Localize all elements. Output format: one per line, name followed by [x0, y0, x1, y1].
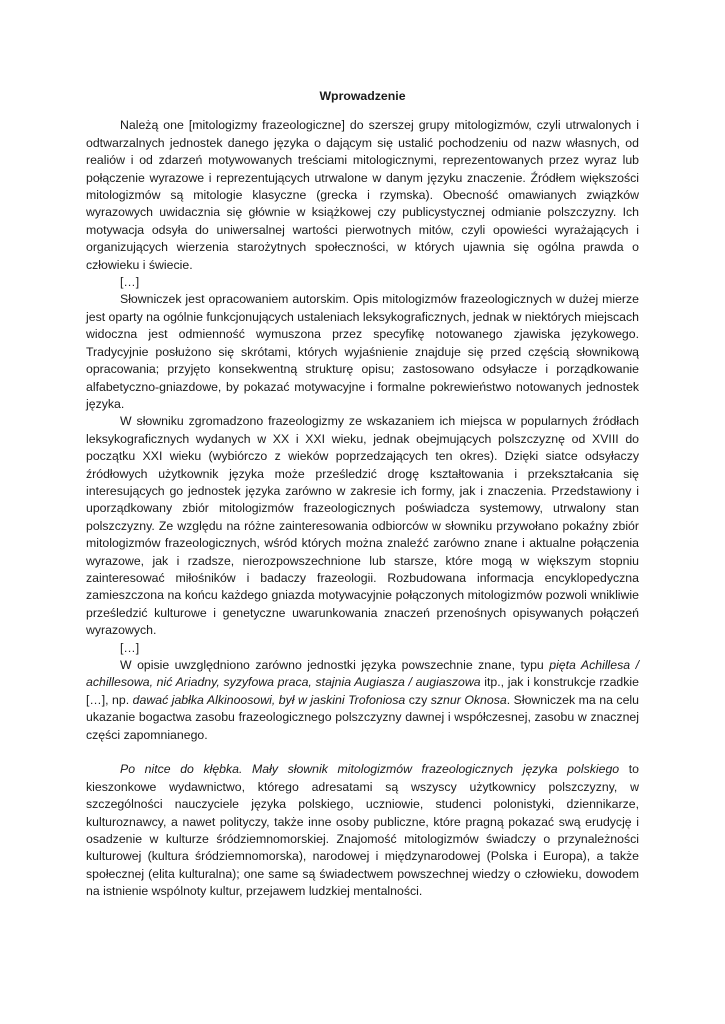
paragraph-4-text-3: czy — [405, 692, 431, 707]
paragraph-4-italic-3: sznur Oknosa — [430, 692, 507, 707]
paragraph-4-text-4: . Słowniczek ma na celu ukazanie bogactwa zasobu frazeologicznego polszczyzny dawnej i współczesnej, zasobu w znacznej części zapomnianego. — [86, 692, 639, 742]
ellipsis-2: […] — [120, 640, 140, 655]
paragraph-2: Słowniczek jest opracowaniem autorskim. Opis mitologizmów frazeologicznych w dużej mierze jest oparty na ogólnie funkcjonujących ustaleniach leksykograficznych, jednak w niektórych miejscach widoczna jest odmienność wymuszona przez specyfikę notowanego zjawiska językowego. Tradycyjnie posłużono się skrótami, których wyjaśnienie znajduje się przed częścią słownikową opracowania; przyjęto konsekwentną strukturę opisu; zastosowano odsyłacze i porządkowanie alfabetyczno-gniazdowe, by pokazać motywacyjne i formalne pokrewieństwo notowanych jednostek języka. — [86, 292, 639, 411]
paragraph-4-text-1: W opisie uwzględniono zarówno jednostki języka powszechnie znane, typu — [120, 658, 550, 672]
paragraph-1: Należą one [mitologizmy frazeologiczne] do szerszej grupy mitologizmów, czyli utrwalonych i odtwarzalnych jednostek danego języka o dającym się ustalić pochodzeniu od nazw własnych, od realiów i od zdarzeń motywowanych treściami mitologicznymi, reprezentowanych przez wyraz lub połączenie wyrazowe i reprezentujących utrwalone w danym języku znaczenie. Źródłem większości mitologizmów są mitologie klasyczne (grecka i rzymska). Obecność omawianych związków wyrazowych uwidacznia się głównie w książkowej czy publicystycznej odmianie polszczyzny. Ich motywacja odsyła do uniwersalnej wartości pierwotnych mitów, czyli opowieści wyrażających i organizujących wierzenia starożytnych społeczności, w których ujawnia się ogólna prawda o człowieku i świecie. — [86, 118, 639, 272]
paragraph-4-text-2: itp., jak i konstrukcje rzadkie […], np. — [86, 675, 639, 707]
paragraph-5 — [86, 761, 639, 900]
ellipsis-1: […] — [120, 275, 140, 290]
page-title: Wprowadzenie — [319, 89, 406, 103]
paragraph-3: W słowniku zgromadzono frazeologizmy ze wskazaniem ich miejsca w popularnych źródłach leksykograficznych wydanych w XX i XXI wieku, jednak obejmujących polszczyznę od XVIII do początku XXI wieku (wybiórczo z wieków poprzedzających ten okres). Dzięki siatce odsyłaczy źródłowych użytkownik języka może prześledzić drogę kształtowania i przekształcania się interesujących go jednostek języka zarówno w zakresie ich formy, jak i znaczenia. Przedstawiony i uporządkowany zbiór mitologizmów frazeologicznych poświadcza systemowy, utrwalony stan polszczyzny. Ze względu na różne zainteresowania odbiorców w słowniku przywołano pokaźny zbiór mitologizmów frazeologicznych, wśród których można znaleźć zarówno znane i aktualne połączenia wyrazowe, jak i rzadsze, nierozpowszechnione lub starsze, które mogą w większym stopniu zainteresować miłośników i badaczy frazeologii. Rozbudowana informacja encyklopedyczna zamieszczona na końcu każdego gniazda motywacyjnie połączonych mitologizmów pozwoli wnikliwie prześledzić kulturowe i genetyczne uwarunkowania znaczeń przenośnych opisywanych połączeń wyrazowych. — [86, 414, 639, 638]
document-page — [86, 88, 639, 901]
paragraph-4-italic-2: dawać jabłka Alkinoosowi, był w jaskini Trofoniosa — [132, 692, 406, 707]
paragraph-5-italic-title: Po nitce do kłębka. Mały słownik mitologizmów frazeologicznych języka polskiego — [120, 762, 620, 777]
paragraph-4 — [86, 657, 639, 744]
paragraph-5-text: to kieszonkowe wydawnictwo, którego adresatami są wszyscy użytkownicy polszczyzny, w szczególności nauczyciele języka polskiego, uczniowie, studenci polonistyki, dziennikarze, kulturoznawcy, a nawet polityczy, także inne osoby publiczne, które pragną pokazać swą erudycję i osadzenie w kulturze śródziemnomorskiej. Znajomość mitologizmów świadczy o przynależności kulturowej (kultura śródziemnomorska), narodowej i międzynarodowej (Polska i Europa), a także społecznej (elita kulturalna); one same są świadectwem powszechnej wiedzy o człowieku, dowodem na istnienie wspólnoty kultur, przejawem ludzkiej mentalności. — [86, 762, 639, 899]
paragraph-4-italic-1: pięta Achillesa / achillesowa, nić Ariadny, syzyfowa praca, stajnia Augiasza / augiaszowa — [86, 658, 639, 690]
